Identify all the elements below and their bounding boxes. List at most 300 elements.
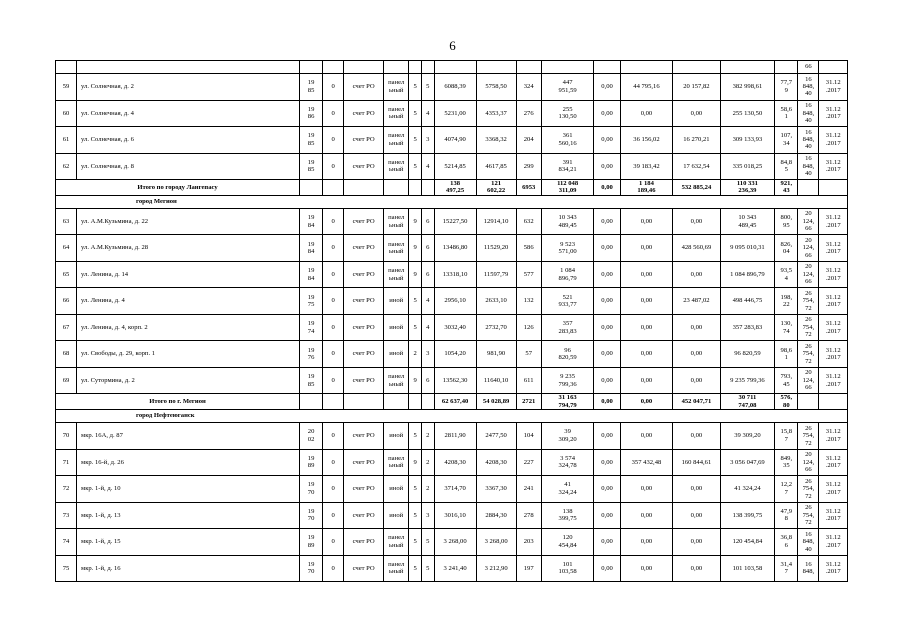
residents: 632 bbox=[516, 208, 541, 235]
wall-material: панел ьный bbox=[384, 208, 409, 235]
total-cost: 447 951,59 bbox=[541, 74, 594, 101]
total-cost: 357 283,83 bbox=[541, 314, 594, 341]
specific-cost: 849, 35 bbox=[775, 449, 798, 476]
floors: 5 bbox=[409, 314, 422, 341]
total-area: 4208,30 bbox=[434, 449, 476, 476]
address: ул. Солнечная, д. 2 bbox=[77, 74, 300, 101]
limit-cost: 16 848, 40 bbox=[798, 529, 819, 556]
fund-budget: 0,00 bbox=[620, 529, 673, 556]
fund-owners: 39 309,20 bbox=[720, 423, 775, 450]
empty-cell bbox=[421, 394, 434, 410]
fund-owners: 138 399,75 bbox=[720, 502, 775, 529]
total-f3: 30 711 747,08 bbox=[720, 394, 775, 410]
group-row bbox=[56, 195, 848, 208]
fund-regional: 0,00 bbox=[594, 529, 620, 556]
fund-regional: 0,00 bbox=[594, 74, 620, 101]
floors: 5 bbox=[409, 502, 422, 529]
residents: 299 bbox=[516, 153, 541, 180]
specific-cost: 130, 74 bbox=[775, 314, 798, 341]
build-year: 19 89 bbox=[300, 529, 323, 556]
repair-year: 0 bbox=[323, 235, 344, 262]
empty-cell bbox=[775, 61, 798, 74]
fund-method: счет РО bbox=[344, 449, 384, 476]
empty-cell bbox=[476, 61, 516, 74]
total-cost: 9 235 799,36 bbox=[541, 367, 594, 394]
total-cost: 41 324,24 bbox=[541, 476, 594, 503]
build-year: 19 85 bbox=[300, 367, 323, 394]
table-row bbox=[56, 74, 848, 101]
total-a1: 62 637,40 bbox=[434, 394, 476, 410]
fund-regional: 0,00 bbox=[594, 261, 620, 288]
total-cost: 138 399,75 bbox=[541, 502, 594, 529]
fund-method: счет РО bbox=[344, 314, 384, 341]
build-year: 19 84 bbox=[300, 208, 323, 235]
fund-budget: 0,00 bbox=[620, 261, 673, 288]
deadline: 31.12 .2017 bbox=[819, 476, 848, 503]
empty-cell bbox=[409, 61, 422, 74]
build-year: 19 74 bbox=[300, 314, 323, 341]
total-f3: 110 331 236,39 bbox=[720, 180, 775, 196]
deadline: 31.12 .2017 bbox=[819, 153, 848, 180]
floors: 9 bbox=[409, 367, 422, 394]
fund-budget: 0,00 bbox=[620, 100, 673, 127]
total-cost: 31 163 794,79 bbox=[541, 394, 594, 410]
residents: 611 bbox=[516, 367, 541, 394]
floors: 5 bbox=[409, 127, 422, 154]
fund-budget: 357 432,48 bbox=[620, 449, 673, 476]
fund-owners: 1 084 896,79 bbox=[720, 261, 775, 288]
empty-cell bbox=[344, 61, 384, 74]
fund-local: 0,00 bbox=[673, 555, 720, 582]
fund-owners: 9 235 799,36 bbox=[720, 367, 775, 394]
continuation-row bbox=[56, 61, 848, 74]
address: мкр. 16-й, д. 26 bbox=[77, 449, 300, 476]
limit-cost: 16 848, 40 bbox=[798, 127, 819, 154]
floors: 5 bbox=[409, 100, 422, 127]
total-cost: 101 103,58 bbox=[541, 555, 594, 582]
residents: 586 bbox=[516, 235, 541, 262]
fund-owners: 3 056 047,69 bbox=[720, 449, 775, 476]
deadline: 31.12 .2017 bbox=[819, 555, 848, 582]
entrances: 4 bbox=[421, 288, 434, 315]
build-year: 19 85 bbox=[300, 74, 323, 101]
residents: 132 bbox=[516, 288, 541, 315]
empty-cell bbox=[798, 394, 819, 410]
fund-method: счет РО bbox=[344, 100, 384, 127]
empty-cell bbox=[384, 394, 409, 410]
register-table bbox=[55, 60, 848, 582]
total-spec: 921, 43 bbox=[775, 180, 798, 196]
living-area: 4353,37 bbox=[476, 100, 516, 127]
empty-cell bbox=[384, 61, 409, 74]
specific-cost: 31,4 7 bbox=[775, 555, 798, 582]
entrances: 4 bbox=[421, 100, 434, 127]
fund-owners: 309 133,93 bbox=[720, 127, 775, 154]
entrances: 4 bbox=[421, 314, 434, 341]
table-row bbox=[56, 127, 848, 154]
entrances: 3 bbox=[421, 502, 434, 529]
total-area: 4074,90 bbox=[434, 127, 476, 154]
row-number: 72 bbox=[56, 476, 77, 503]
group-row bbox=[56, 410, 848, 423]
entrances: 4 bbox=[421, 153, 434, 180]
total-area: 1054,20 bbox=[434, 341, 476, 368]
fund-owners: 120 454,84 bbox=[720, 529, 775, 556]
fund-method: счет РО bbox=[344, 261, 384, 288]
living-area: 4208,30 bbox=[476, 449, 516, 476]
entrances: 5 bbox=[421, 529, 434, 556]
empty-cell bbox=[421, 180, 434, 196]
fund-owners: 9 095 010,31 bbox=[720, 235, 775, 262]
empty-cell bbox=[720, 61, 775, 74]
fund-local: 17 632,54 bbox=[673, 153, 720, 180]
floors: 5 bbox=[409, 476, 422, 503]
entrances: 6 bbox=[421, 235, 434, 262]
fund-owners: 96 820,59 bbox=[720, 341, 775, 368]
wall-material: иной bbox=[384, 502, 409, 529]
specific-cost: 15,8 7 bbox=[775, 423, 798, 450]
table-row bbox=[56, 476, 848, 503]
address: ул. Ленина, д. 4 bbox=[77, 288, 300, 315]
limit-cost: 20 124, 66 bbox=[798, 261, 819, 288]
total-f2: 532 885,24 bbox=[673, 180, 720, 196]
specific-cost: 58,6 1 bbox=[775, 100, 798, 127]
fund-budget: 0,00 bbox=[620, 476, 673, 503]
fund-local: 0,00 bbox=[673, 314, 720, 341]
floors: 5 bbox=[409, 288, 422, 315]
fund-regional: 0,00 bbox=[594, 208, 620, 235]
specific-cost: 107, 34 bbox=[775, 127, 798, 154]
total-cost: 120 454,84 bbox=[541, 529, 594, 556]
fund-regional: 0,00 bbox=[594, 449, 620, 476]
floors: 5 bbox=[409, 529, 422, 556]
total-area: 13562,30 bbox=[434, 367, 476, 394]
total-area: 3032,40 bbox=[434, 314, 476, 341]
row-number: 70 bbox=[56, 423, 77, 450]
limit-cell: 66 bbox=[798, 61, 819, 74]
table-row bbox=[56, 261, 848, 288]
living-area: 2732,70 bbox=[476, 314, 516, 341]
limit-cost: 16 848, 40 bbox=[798, 74, 819, 101]
total-area: 5214,85 bbox=[434, 153, 476, 180]
wall-material: панел ьный bbox=[384, 235, 409, 262]
fund-local: 0,00 bbox=[673, 423, 720, 450]
entrances: 3 bbox=[421, 341, 434, 368]
entrances: 2 bbox=[421, 449, 434, 476]
fund-method: счет РО bbox=[344, 74, 384, 101]
total-area: 2956,10 bbox=[434, 288, 476, 315]
fund-regional: 0,00 bbox=[594, 341, 620, 368]
fund-budget: 0,00 bbox=[620, 314, 673, 341]
deadline: 31.12 .2017 bbox=[819, 341, 848, 368]
row-number: 66 bbox=[56, 288, 77, 315]
address: ул. Солнечная, д. 8 bbox=[77, 153, 300, 180]
residents: 104 bbox=[516, 423, 541, 450]
fund-owners: 382 998,61 bbox=[720, 74, 775, 101]
empty-cell bbox=[409, 180, 422, 196]
limit-cost: 26 754, 72 bbox=[798, 341, 819, 368]
repair-year: 0 bbox=[323, 100, 344, 127]
wall-material: панел ьный bbox=[384, 153, 409, 180]
total-row bbox=[56, 394, 848, 410]
total-cost: 3 574 324,78 bbox=[541, 449, 594, 476]
address: ул. Ленина, д. 4, корп. 2 bbox=[77, 314, 300, 341]
fund-method: счет РО bbox=[344, 153, 384, 180]
group-title: город Мегион bbox=[56, 195, 848, 208]
total-f1: 1 184 189,46 bbox=[620, 180, 673, 196]
total-res: 2721 bbox=[516, 394, 541, 410]
table-row bbox=[56, 341, 848, 368]
specific-cost: 800, 95 bbox=[775, 208, 798, 235]
fund-method: счет РО bbox=[344, 476, 384, 503]
specific-cost: 98,6 1 bbox=[775, 341, 798, 368]
repair-year: 0 bbox=[323, 127, 344, 154]
empty-cell bbox=[409, 394, 422, 410]
floors: 9 bbox=[409, 208, 422, 235]
repair-year: 0 bbox=[323, 367, 344, 394]
fund-method: счет РО bbox=[344, 502, 384, 529]
row-number: 68 bbox=[56, 341, 77, 368]
fund-local: 0,00 bbox=[673, 367, 720, 394]
build-year: 19 84 bbox=[300, 235, 323, 262]
fund-regional: 0,00 bbox=[594, 100, 620, 127]
address: ул. Солнечная, д. 4 bbox=[77, 100, 300, 127]
fund-local: 0,00 bbox=[673, 476, 720, 503]
fund-regional: 0,00 bbox=[594, 555, 620, 582]
specific-cost: 84,8 5 bbox=[775, 153, 798, 180]
fund-budget: 0,00 bbox=[620, 555, 673, 582]
total-res: 6953 bbox=[516, 180, 541, 196]
build-year: 20 02 bbox=[300, 423, 323, 450]
table-row bbox=[56, 449, 848, 476]
fund-budget: 44 795,16 bbox=[620, 74, 673, 101]
floors: 5 bbox=[409, 555, 422, 582]
fund-local: 0,00 bbox=[673, 208, 720, 235]
row-number: 61 bbox=[56, 127, 77, 154]
entrances: 3 bbox=[421, 127, 434, 154]
total-z1: 0,00 bbox=[594, 394, 620, 410]
empty-cell bbox=[516, 61, 541, 74]
repair-year: 0 bbox=[323, 314, 344, 341]
living-area: 2477,50 bbox=[476, 423, 516, 450]
deadline: 31.12 .2017 bbox=[819, 449, 848, 476]
fund-method: счет РО bbox=[344, 555, 384, 582]
table-row bbox=[56, 100, 848, 127]
limit-cost: 26 754, 72 bbox=[798, 314, 819, 341]
row-number: 60 bbox=[56, 100, 77, 127]
limit-cost: 20 124, 66 bbox=[798, 235, 819, 262]
row-number: 67 bbox=[56, 314, 77, 341]
floors: 9 bbox=[409, 261, 422, 288]
fund-budget: 36 156,02 bbox=[620, 127, 673, 154]
build-year: 19 70 bbox=[300, 555, 323, 582]
deadline: 31.12 .2017 bbox=[819, 208, 848, 235]
total-area: 6088,39 bbox=[434, 74, 476, 101]
address: мкр. 16А, д. 87 bbox=[77, 423, 300, 450]
residents: 197 bbox=[516, 555, 541, 582]
repair-year: 0 bbox=[323, 476, 344, 503]
total-area: 3 268,00 bbox=[434, 529, 476, 556]
specific-cost: 77,7 9 bbox=[775, 74, 798, 101]
wall-material: панел ьный bbox=[384, 127, 409, 154]
repair-year: 0 bbox=[323, 153, 344, 180]
empty-cell bbox=[819, 61, 848, 74]
wall-material: иной bbox=[384, 476, 409, 503]
total-area: 13318,10 bbox=[434, 261, 476, 288]
fund-regional: 0,00 bbox=[594, 314, 620, 341]
total-z1: 0,00 bbox=[594, 180, 620, 196]
address: ул. Сутормина, д. 2 bbox=[77, 367, 300, 394]
row-number: 64 bbox=[56, 235, 77, 262]
table-row bbox=[56, 555, 848, 582]
fund-local: 428 560,69 bbox=[673, 235, 720, 262]
fund-regional: 0,00 bbox=[594, 235, 620, 262]
fund-local: 160 844,61 bbox=[673, 449, 720, 476]
entrances: 6 bbox=[421, 261, 434, 288]
total-area: 15227,50 bbox=[434, 208, 476, 235]
fund-method: счет РО bbox=[344, 341, 384, 368]
specific-cost: 12,2 7 bbox=[775, 476, 798, 503]
row-number: 62 bbox=[56, 153, 77, 180]
deadline: 31.12 .2017 bbox=[819, 74, 848, 101]
deadline: 31.12 .2017 bbox=[819, 288, 848, 315]
residents: 276 bbox=[516, 100, 541, 127]
fund-budget: 39 183,42 bbox=[620, 153, 673, 180]
deadline: 31.12 .2017 bbox=[819, 423, 848, 450]
address: ул. А.М.Кузьмина, д. 28 bbox=[77, 235, 300, 262]
empty-cell bbox=[620, 61, 673, 74]
fund-method: счет РО bbox=[344, 288, 384, 315]
total-f2: 452 047,71 bbox=[673, 394, 720, 410]
empty-cell bbox=[300, 394, 323, 410]
total-cost: 112 048 311,09 bbox=[541, 180, 594, 196]
row-number: 75 bbox=[56, 555, 77, 582]
deadline: 31.12 .2017 bbox=[819, 502, 848, 529]
living-area: 12914,10 bbox=[476, 208, 516, 235]
row-number: 65 bbox=[56, 261, 77, 288]
build-year: 19 70 bbox=[300, 502, 323, 529]
total-cost: 96 820,59 bbox=[541, 341, 594, 368]
repair-year: 0 bbox=[323, 261, 344, 288]
wall-material: панел ьный bbox=[384, 367, 409, 394]
specific-cost: 826, 04 bbox=[775, 235, 798, 262]
wall-material: панел ьный bbox=[384, 529, 409, 556]
residents: 203 bbox=[516, 529, 541, 556]
empty-cell bbox=[323, 180, 344, 196]
row-number: 74 bbox=[56, 529, 77, 556]
build-year: 19 75 bbox=[300, 288, 323, 315]
total-cost: 391 834,21 bbox=[541, 153, 594, 180]
empty-cell bbox=[434, 61, 476, 74]
total-spec: 576, 80 bbox=[775, 394, 798, 410]
total-area: 3 241,40 bbox=[434, 555, 476, 582]
living-area: 4617,85 bbox=[476, 153, 516, 180]
repair-year: 0 bbox=[323, 555, 344, 582]
address: мкр. 1-й, д. 13 bbox=[77, 502, 300, 529]
fund-regional: 0,00 bbox=[594, 288, 620, 315]
empty-cell bbox=[541, 61, 594, 74]
floors: 5 bbox=[409, 153, 422, 180]
fund-local: 23 487,02 bbox=[673, 288, 720, 315]
specific-cost: 36,8 6 bbox=[775, 529, 798, 556]
fund-owners: 357 283,83 bbox=[720, 314, 775, 341]
living-area: 2884,30 bbox=[476, 502, 516, 529]
address: ул. Солнечная, д. 6 bbox=[77, 127, 300, 154]
empty-cell bbox=[344, 394, 384, 410]
wall-material: панел ьный bbox=[384, 74, 409, 101]
deadline: 31.12 .2017 bbox=[819, 367, 848, 394]
empty-cell bbox=[819, 394, 848, 410]
empty-cell bbox=[56, 61, 77, 74]
wall-material: иной bbox=[384, 288, 409, 315]
limit-cost: 16 848, 40 bbox=[798, 153, 819, 180]
address: ул. А.М.Кузьмина, д. 22 bbox=[77, 208, 300, 235]
table-row bbox=[56, 529, 848, 556]
build-year: 19 85 bbox=[300, 153, 323, 180]
specific-cost: 198, 22 bbox=[775, 288, 798, 315]
empty-cell bbox=[673, 61, 720, 74]
living-area: 11597,79 bbox=[476, 261, 516, 288]
living-area: 5758,50 bbox=[476, 74, 516, 101]
fund-local: 0,00 bbox=[673, 341, 720, 368]
wall-material: иной bbox=[384, 341, 409, 368]
row-number: 71 bbox=[56, 449, 77, 476]
total-row bbox=[56, 180, 848, 196]
floors: 9 bbox=[409, 449, 422, 476]
total-area: 5231,00 bbox=[434, 100, 476, 127]
repair-year: 0 bbox=[323, 529, 344, 556]
limit-cost: 26 754, 72 bbox=[798, 502, 819, 529]
fund-budget: 0,00 bbox=[620, 288, 673, 315]
group-title: город Нефтеюганск bbox=[56, 410, 848, 423]
row-number: 59 bbox=[56, 74, 77, 101]
total-area: 13486,80 bbox=[434, 235, 476, 262]
empty-cell bbox=[300, 61, 323, 74]
table-row bbox=[56, 208, 848, 235]
fund-method: счет РО bbox=[344, 367, 384, 394]
fund-method: счет РО bbox=[344, 529, 384, 556]
repair-year: 0 bbox=[323, 423, 344, 450]
residents: 204 bbox=[516, 127, 541, 154]
entrances: 2 bbox=[421, 423, 434, 450]
address: ул. Ленина, д. 14 bbox=[77, 261, 300, 288]
deadline: 31.12 .2017 bbox=[819, 235, 848, 262]
living-area: 3368,32 bbox=[476, 127, 516, 154]
deadline: 31.12 .2017 bbox=[819, 100, 848, 127]
empty-cell bbox=[384, 180, 409, 196]
limit-cost: 20 124, 66 bbox=[798, 449, 819, 476]
address: мкр. 1-й, д. 16 bbox=[77, 555, 300, 582]
fund-owners: 255 130,50 bbox=[720, 100, 775, 127]
fund-budget: 0,00 bbox=[620, 235, 673, 262]
fund-budget: 0,00 bbox=[620, 367, 673, 394]
total-area: 3714,70 bbox=[434, 476, 476, 503]
fund-local: 16 270,21 bbox=[673, 127, 720, 154]
repair-year: 0 bbox=[323, 341, 344, 368]
fund-owners: 10 343 489,45 bbox=[720, 208, 775, 235]
limit-cost: 16 848, 40 bbox=[798, 100, 819, 127]
fund-regional: 0,00 bbox=[594, 127, 620, 154]
repair-year: 0 bbox=[323, 449, 344, 476]
total-cost: 10 343 489,45 bbox=[541, 208, 594, 235]
build-year: 19 85 bbox=[300, 127, 323, 154]
page-number: 6 bbox=[449, 38, 456, 53]
row-number: 69 bbox=[56, 367, 77, 394]
fund-local: 0,00 bbox=[673, 100, 720, 127]
living-area: 981,90 bbox=[476, 341, 516, 368]
fund-regional: 0,00 bbox=[594, 476, 620, 503]
address: мкр. 1-й, д. 15 bbox=[77, 529, 300, 556]
